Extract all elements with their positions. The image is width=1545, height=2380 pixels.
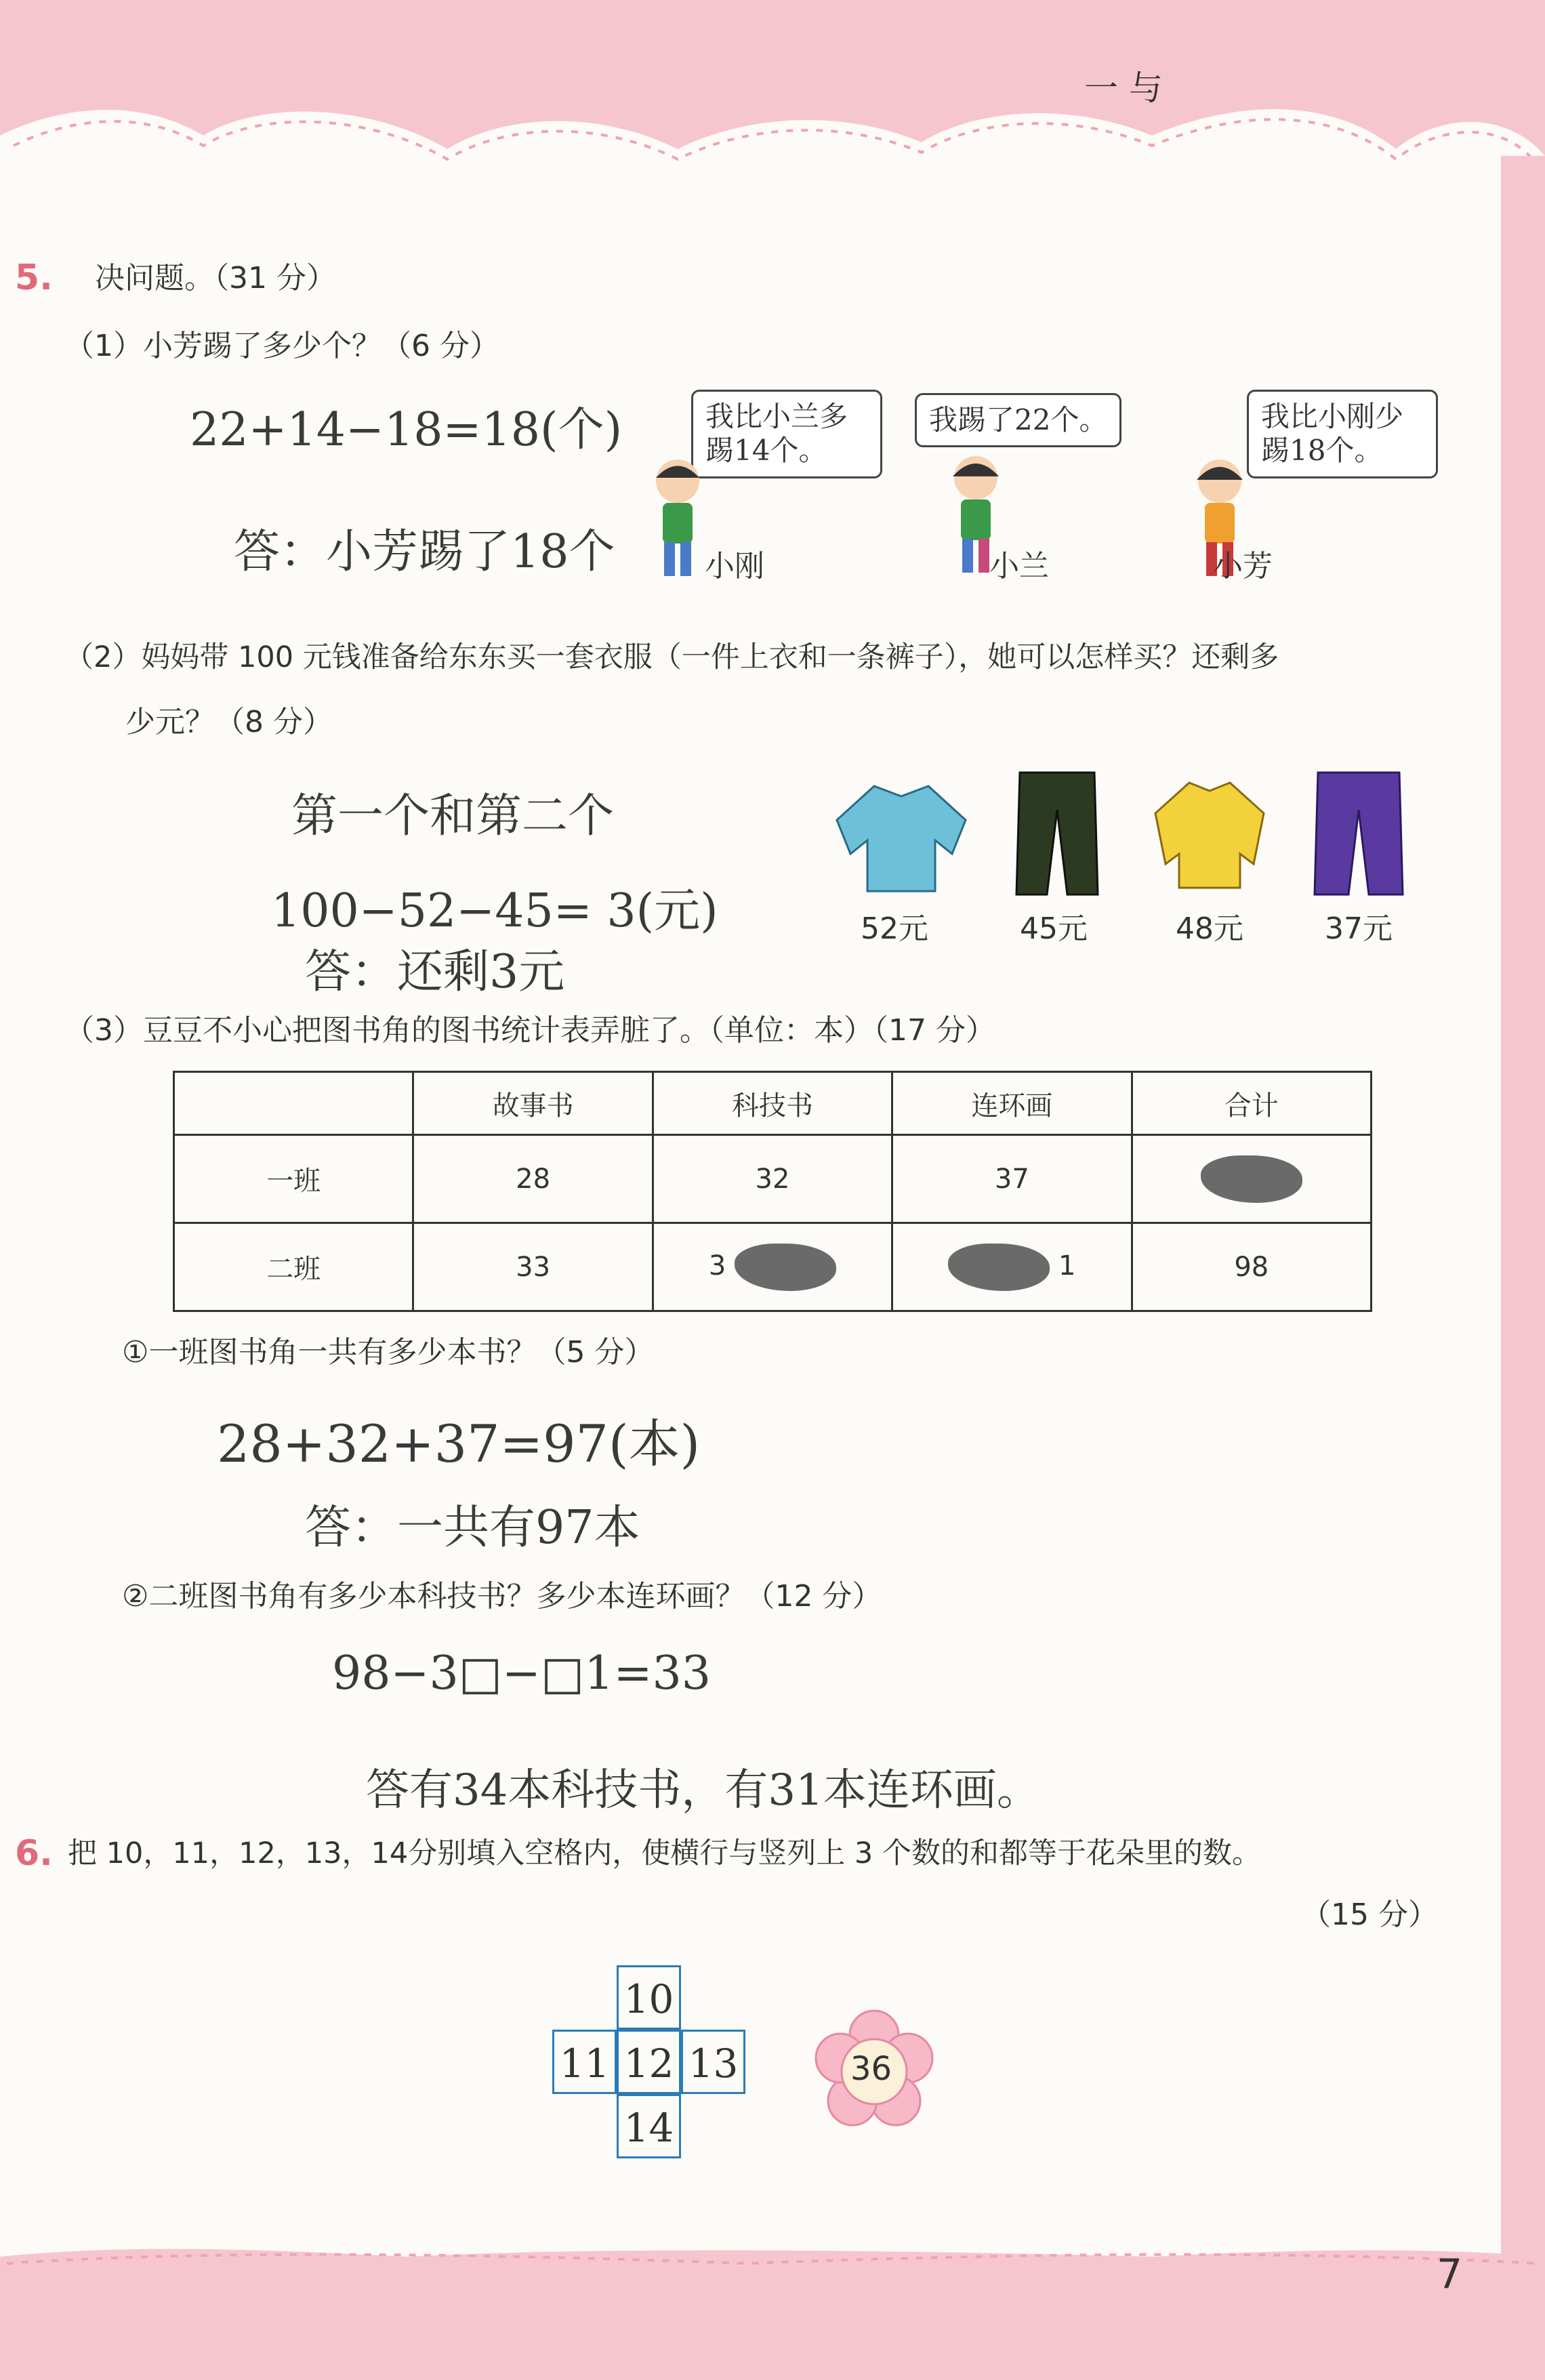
jacket-yellow-illustration <box>1152 776 1267 891</box>
q5-p1-work-line1: 22+14−18=18(个) <box>190 403 623 457</box>
name-xiaolan: 小兰 <box>989 549 1049 583</box>
table-cell-smudged <box>1132 1135 1371 1223</box>
q5-p2-label-line2: 少元？（8 分） <box>125 705 333 739</box>
q5-p2-work-line1: 第一个和第二个 <box>291 789 615 843</box>
table-cell: 98 <box>1132 1223 1371 1311</box>
table-cell: 33 <box>413 1223 653 1311</box>
q5-p3-sub2-label: ②二班图书角有多少本科技书？多少本连环画？（12 分） <box>122 1579 882 1614</box>
q5-p2-work-line2: 100−52−45= 3(元) <box>271 884 718 938</box>
table-header-row <box>174 1072 1372 1135</box>
q5-p1-label: （1）小芳踢了多少个？（6 分） <box>64 329 499 363</box>
q5-p3-sub2-work1: 98−3□−□1=33 <box>332 1647 712 1700</box>
table-header-cell: 合计 <box>1132 1072 1371 1135</box>
bottom-banner <box>0 2230 1545 2380</box>
q5-p3-sub1-work2: 答：一共有97本 <box>305 1501 640 1555</box>
shirt-blue-illustration <box>833 779 969 895</box>
q6-number: 6. <box>15 1833 53 1874</box>
price-pants-purple: 37元 <box>1325 911 1393 946</box>
speech-bubble-xiaolan: 我踢了22个。 <box>915 393 1121 447</box>
book-stats-table <box>173 1071 1372 1312</box>
speech-bubble-xiaogang: 我比小兰多踢14个。 <box>691 390 882 478</box>
table-cell-partial: 3 <box>653 1223 892 1311</box>
q5-p1-work-line2: 答：小芳踢了18个 <box>234 525 615 579</box>
q5-p3-label: （3）豆豆不小心把图书角的图书统计表弄脏了。（单位：本）（17 分） <box>64 1013 995 1048</box>
speech-bubble-xiaofang: 我比小刚少踢18个。 <box>1247 390 1438 478</box>
grid-cell-left[interactable]: 11 <box>552 2030 617 2094</box>
price-pants-dark: 45元 <box>1020 911 1088 946</box>
header-mark: 一 与 <box>1084 68 1163 108</box>
table-header-cell: 故事书 <box>413 1072 653 1135</box>
name-xiaogang: 小刚 <box>705 549 764 583</box>
q5-title: 决问题。（31 分） <box>95 261 336 295</box>
price-jacket: 48元 <box>1176 911 1243 946</box>
table-cell: 32 <box>653 1135 892 1223</box>
pants-purple-illustration <box>1308 769 1409 898</box>
grid-cell-top[interactable]: 10 <box>617 1965 681 2030</box>
flower-number: 36 <box>850 2050 892 2088</box>
ink-smudge <box>948 1244 1050 1291</box>
top-banner <box>0 0 1545 203</box>
name-xiaofang: 小芳 <box>1213 549 1273 583</box>
q5-p2-work-line3: 答：还剩3元 <box>305 945 565 999</box>
grid-cell-right[interactable]: 13 <box>681 2030 745 2094</box>
grid-cell-center[interactable]: 12 <box>617 2030 681 2094</box>
table-header-cell: 科技书 <box>653 1072 892 1135</box>
q5-p2-label-line1: （2）妈妈带 100 元钱准备给东东买一套衣服（一件上衣和一条裤子），她可以怎样买？还剩多 <box>64 640 1279 674</box>
page-number: 7 <box>1437 2251 1463 2298</box>
grid-cell-bottom[interactable]: 14 <box>617 2094 681 2158</box>
q6-text: 把 10，11，12，13，14分别填入空格内，使横行与竖列上 3 个数的和都等于花朵里的数。 <box>68 1837 1261 1870</box>
table-header-cell <box>174 1072 413 1135</box>
q5-p3-sub1-label: ①一班图书角一共有多少本书？（5 分） <box>122 1335 655 1370</box>
row-name: 二班 <box>174 1223 413 1311</box>
table-row <box>174 1223 1372 1311</box>
pants-darkgreen-illustration <box>1010 769 1105 898</box>
ink-smudge <box>1201 1155 1302 1203</box>
q5-number: 5. <box>15 258 53 298</box>
table-cell: 28 <box>413 1135 653 1223</box>
table-header-cell: 连环画 <box>892 1072 1132 1135</box>
table-cell-partial: 1 <box>892 1223 1132 1311</box>
q5-p3-sub1-work1: 28+32+37=97(本) <box>217 1414 701 1474</box>
price-shirt: 52元 <box>861 911 928 946</box>
q6-points: （15 分） <box>1301 1897 1438 1932</box>
ink-smudge <box>735 1244 836 1291</box>
table-cell: 37 <box>892 1135 1132 1223</box>
table-row <box>174 1135 1372 1223</box>
right-border <box>1501 156 1545 2380</box>
row-name: 一班 <box>174 1135 413 1223</box>
q5-p3-sub2-work2: 答有34本科技书，有31本连环画。 <box>366 1765 1040 1815</box>
